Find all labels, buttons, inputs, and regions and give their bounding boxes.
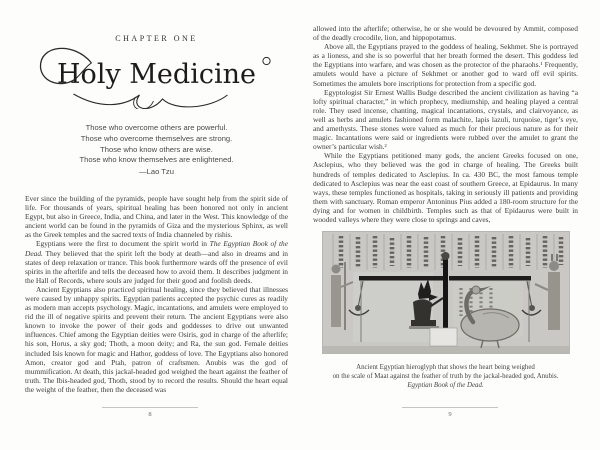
figure-block [313, 231, 578, 390]
caption-line: on the scale of Maat against the feather of truth by the jackal-headed god, Anubis. [332, 373, 559, 381]
epigraph-line: Those who overcome themselves are strong. [80, 133, 233, 143]
right-page-footer [300, 407, 600, 418]
paragraph-text: Egyptians were the first to document the spirit world in [36, 239, 210, 249]
book-title-italic: The Egyptian Book of the Dead. [25, 239, 288, 258]
paragraph: Ancient Egyptians also practiced spiritual healing, since they believed that illnesses were caused by unhappy spirits. Egyptian patients accepted the psychic cures as readily as modern man accepts psychology. Magic, incantations, and amulets were employed to rid the ill of negative spirits and prevent their return. The ancient Egyptians were also known to invoke the power of their gods and goddesses to drive out unwanted influences. Chief among the Egyptian deities were Osiris, god in charge of the afterlife; his son, Horus, a sky god; Thoth, a moon deity; and Ra, the sun god. Female deities included Isis known for magic and Hathor, goddess of love. The Egyptians also honored Amon, creator god and Ptah, patron of craftsmen. Anubis was the god of mummification. At death, this jackal-headed god weighed the heart against the feather of truth. The Ibis-headed god, Thoth, stood by to record the results. Should the heart equal the weight of the feather, then the deceased was [25, 284, 288, 394]
epigraph-line: Those who know themselves are enlightened. [79, 155, 234, 165]
chapter-label: CHAPTER ONE [115, 34, 198, 43]
paragraph-text: They believed that the spirit left the body at death—and also in dreams and in states of deep relaxation or trance. This book furthermore wards off the presence of evil spirits in the afterlife and tells the deceased how to avoid them. It describes judgment in the Hall of Records, where souls are judged for their good and foolish deeds. [25, 248, 288, 285]
paragraph [25, 239, 288, 284]
right-body-text [313, 24, 578, 224]
left-body-text [25, 194, 288, 394]
pedestal [430, 328, 457, 346]
footer-rule [402, 407, 498, 408]
epigraph-attribution: —Lao Tzu [139, 167, 174, 177]
caption-source-italic: Egyptian Book of the Dead. [407, 382, 484, 390]
paragraph: allowed into the afterlife; otherwise, he or she would be devoured by Ammit, composed of the deadly crocodile, lion, and hippopotamus. [313, 24, 578, 43]
epigraph [25, 123, 288, 178]
paragraph: Egyptologist Sir Ernest Wallis Budge described the ancient civilization as having “a lofty spiritual character,” in which prophecy, mediumship, and healing played a central role. They used incense, chanting, magical incantations, crystals, and clairvoyance, as well as herbs and amulets fashioned form malachite, lapis lazuli, turquoise, tiger’s eye, and amethysts. These stones were valued as much for their precious nature as for their magic. Incantations were said or ingredients were rubbed over the amulet to grant the owner’s particular wish.² [313, 87, 578, 152]
page-number: 9 [448, 411, 452, 418]
left-page-footer [0, 407, 300, 418]
caption-line: Ancient Egyptian hieroglyph that shows the heart being weighed [356, 364, 535, 372]
paragraph: Above all, the Egyptians prayed to the goddess of healing, Sekhmet. She is portrayed as a lioness, and she is so powerful that her breath formed the desert. This goddess led the Egyptians into warfare, and was chosen as the protector of the pharaohs.¹ Frequently, amulets would have a picture of Sekhmet or another god to ward off evil spirits. Sometimes the amulets bore inscriptions for protection from a specific god. [313, 42, 578, 88]
epigraph-line: Those who know others are wise. [100, 144, 213, 154]
right-page [300, 0, 600, 450]
weighing-of-the-heart-papyrus-illustration [322, 231, 570, 354]
epigraph-line: Those who overcome others are powerful. [85, 123, 228, 132]
page-number: 8 [148, 411, 152, 418]
page-title: Holy Medicine [57, 59, 256, 90]
footer-rule [102, 407, 198, 408]
paragraph: While the Egyptians petitioned many gods, the ancient Greeks focused on one, Asclepius, who they believed was the god in charge of healing. The Greeks built hundreds of temples dedicated to Asclepius. In ca. 430 BC, the most famous temple dedicated to Asclepius was near the east coast of southern Greece, at Epidaurus. In many ways, these temples functioned as hospitals, taking in seriously ill patients and providing them with sanctuary. Roman emperor Antoninus Pius added a 180-room structure for the dying and for women in childbirth. Temples such as that of Epidaurus were built in wooded valleys where they were close to springs and caves, [313, 151, 578, 224]
figure-caption [313, 363, 578, 390]
chapter-title-block [25, 45, 288, 109]
paragraph: Ever since the building of the pyramids, people have sought help from the spirit side of life. For thousands of years, spiritual healing has been honored not only in ancient Egypt, but also in Greece, India, and China, and later in the West. This knowledge of the ancient world can be found in the pyramids of Giza and the mysterious Sphinx, as well as the Greek temples and the sacred texts of India channeled by rishis. [25, 193, 288, 240]
